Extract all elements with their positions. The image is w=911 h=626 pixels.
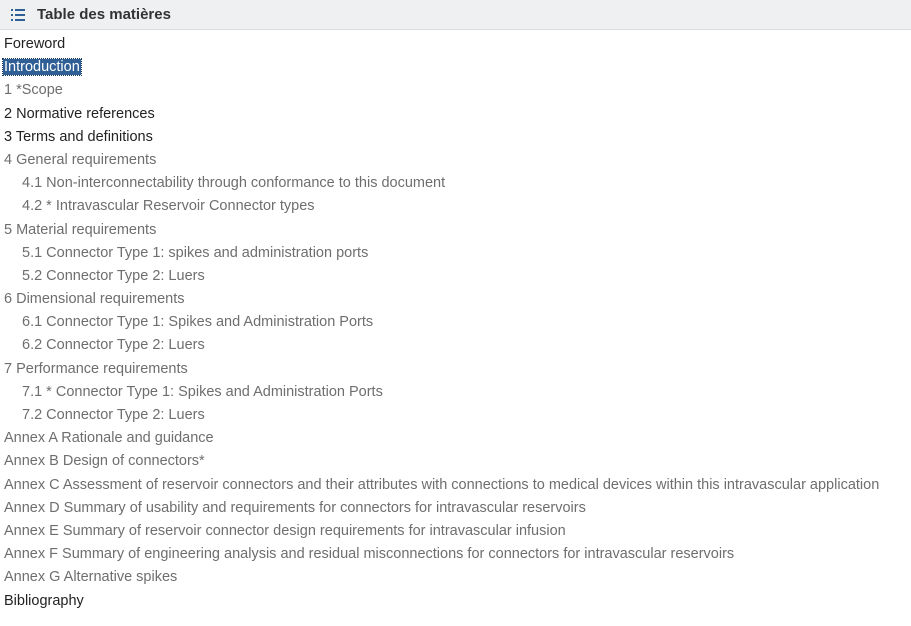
toc-item-label: 5.1 Connector Type 1: spikes and administration ports (22, 244, 369, 261)
toc-item-terms-definitions[interactable] (0, 126, 911, 149)
toc-item-label: 6 Dimensional requirements (4, 291, 185, 308)
toc-item-label: Annex B Design of connectors* (4, 453, 205, 470)
toc-item-label: 4.1 Non-interconnectability through conformance to this document (22, 175, 446, 192)
toc-item-label: Annex G Alternative spikes (4, 569, 178, 586)
toc-item-annex-e[interactable] (0, 520, 911, 543)
toc-item-label: 5.2 Connector Type 2: Luers (22, 267, 205, 284)
toc-item-label: 6.1 Connector Type 1: Spikes and Administration Ports (22, 314, 374, 331)
toc-item-foreword[interactable] (0, 33, 911, 56)
toc-item-5-2[interactable] (0, 265, 911, 288)
toc-item-label: 3 Terms and definitions (4, 128, 153, 145)
toc-item-introduction[interactable] (0, 56, 911, 79)
toc-item-label: Annex A Rationale and guidance (4, 430, 214, 447)
toc-item-annex-f[interactable] (0, 543, 911, 566)
toc-item-label: 7.2 Connector Type 2: Luers (22, 407, 205, 423)
toc-item-label: Bibliography (4, 592, 84, 609)
toc-item-label: Annex C Assessment of reservoir connectors and their attributes with connections to medical devices within this intravascular application (4, 476, 880, 493)
toc-item-annex-d[interactable] (0, 497, 911, 520)
toc-item-annex-g[interactable] (0, 566, 911, 589)
toc-item-label: 7 Performance requirements (4, 360, 188, 377)
toc-item-7-1[interactable] (0, 381, 911, 404)
toc-item-material-requirements[interactable] (0, 219, 911, 242)
toc-item-scope[interactable] (0, 79, 911, 102)
toc-item-performance-requirements[interactable] (0, 358, 911, 381)
toc-item-4-2[interactable] (0, 195, 911, 218)
toc-item-6-1[interactable] (0, 311, 911, 334)
toc-item-label: 5 Material requirements (4, 221, 157, 238)
toc-item-label: Annex E Summary of reservoir connector design requirements for intravascular infusion (4, 522, 566, 539)
toc-item-annex-b[interactable] (0, 450, 911, 473)
toc-item-label: 6.2 Connector Type 2: Luers (22, 337, 205, 354)
toc-item-label: 4.2 * Intravascular Reservoir Connector types (22, 198, 315, 215)
toc-item-label: Foreword (4, 36, 66, 52)
toc-item-bibliography[interactable] (0, 590, 911, 613)
toc-item-annex-c[interactable] (0, 474, 911, 497)
toc-header (0, 0, 911, 30)
toc-item-label: 1 *Scope (4, 82, 63, 99)
toc-item-label: Annex D Summary of usability and requirements for connectors for intravascular reservoirs (4, 499, 586, 516)
toc-item-label: 2 Normative references (4, 105, 155, 122)
toc-item-label: 4 General requirements (4, 151, 157, 168)
toc-item-5-1[interactable] (0, 242, 911, 265)
toc-item-normative-references[interactable] (0, 103, 911, 126)
toc-item-annex-a[interactable] (0, 427, 911, 450)
toc-item-6-2[interactable] (0, 334, 911, 357)
list-icon (10, 7, 26, 23)
toc-item-7-2[interactable] (0, 404, 911, 427)
toc-item-4-1[interactable] (0, 172, 911, 195)
toc-item-label: Annex F Summary of engineering analysis and residual misconnections for connectors for intravascular reservoirs (4, 546, 735, 563)
toc-title: Table des matières (37, 6, 171, 23)
toc-item-dimensional-requirements[interactable] (0, 288, 911, 311)
toc-item-label: Introduction (4, 59, 80, 76)
toc-item-label: 7.1 * Connector Type 1: Spikes and Administration Ports (22, 383, 383, 400)
toc-item-general-requirements[interactable] (0, 149, 911, 172)
toc-list (0, 30, 911, 610)
